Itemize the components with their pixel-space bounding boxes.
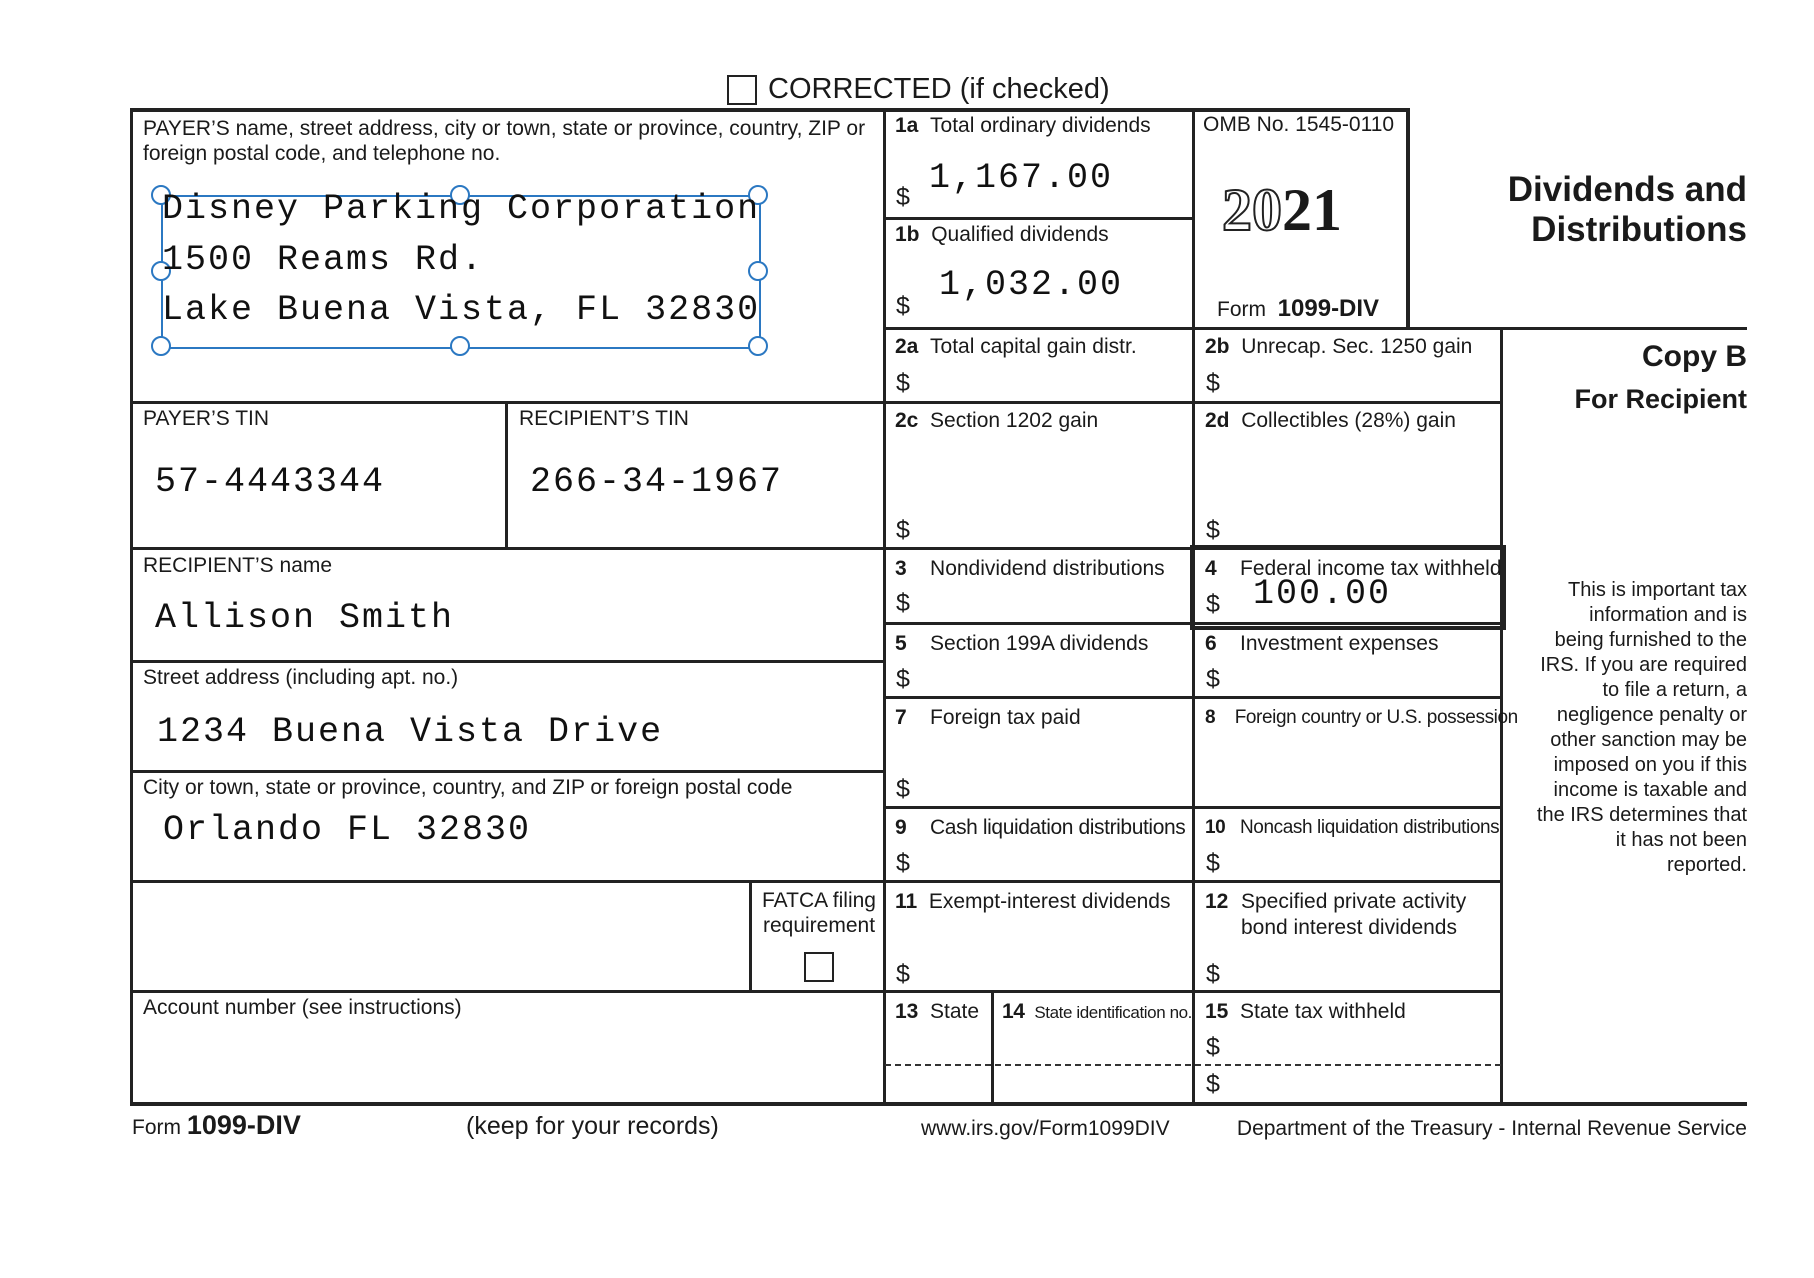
box-3-dollar: $ — [896, 589, 910, 617]
footer-keep: (keep for your records) — [466, 1112, 719, 1140]
footer-dept: Department of the Treasury - Internal Revenue Service — [1236, 1117, 1747, 1140]
payer-street[interactable]: 1500 Reams Rd. — [162, 240, 485, 280]
box-10-dollar: $ — [1206, 849, 1220, 877]
omb-number: OMB No. 1545-0110 — [1203, 113, 1395, 136]
tax-year: 2021 — [1222, 177, 1342, 243]
box-1a-value[interactable]: 1,167.00 — [929, 158, 1114, 198]
form-title: Dividends and Distributions — [1507, 170, 1747, 249]
box-6-label: 6 Investment expenses — [1205, 632, 1439, 655]
box-11-label: 11 Exempt-interest dividends — [895, 890, 1171, 913]
box-2d-label: 2d Collectibles (28%) gain — [1205, 409, 1456, 432]
resize-handle[interactable] — [450, 336, 470, 356]
box-12-label: Specified private activity bond interest dividends — [1241, 890, 1467, 939]
city-label: City or town, state or province, country, and ZIP or foreign postal code — [143, 776, 793, 799]
street-label: Street address (including apt. no.) — [143, 666, 459, 689]
footer-form-name: Form 1099-DIV — [132, 1110, 301, 1140]
payer-name[interactable]: Disney Parking Corporation — [162, 189, 761, 229]
recipient-name-label: RECIPIENT’S name — [143, 554, 333, 577]
resize-handle[interactable] — [748, 261, 768, 281]
box-2c-dollar: $ — [896, 516, 910, 544]
box-9-dollar: $ — [896, 849, 910, 877]
box-11-dollar: $ — [896, 960, 910, 988]
box-15-dollar: $ — [1206, 1033, 1220, 1061]
box-2b-dollar: $ — [1206, 369, 1220, 397]
recipient-city[interactable]: Orlando FL 32830 — [163, 810, 532, 850]
box-7-dollar: $ — [896, 775, 910, 803]
box-4-dollar: $ — [1206, 590, 1220, 618]
corrected-checkbox[interactable] — [727, 75, 757, 105]
box-2b-label: 2b Unrecap. Sec. 1250 gain — [1205, 335, 1473, 358]
box-15-label: 15 State tax withheld — [1205, 1000, 1406, 1023]
recipient-tin[interactable]: 266-34-1967 — [530, 462, 784, 502]
payer-city[interactable]: Lake Buena Vista, FL 32830 — [162, 290, 761, 330]
payer-label: PAYER’S name, street address, city or town, state or province, country, ZIP or foreign postal code, and telephone no. — [143, 117, 866, 165]
box-12-num: 12 — [1205, 890, 1229, 913]
corrected-label: CORRECTED (if checked) — [768, 73, 1110, 105]
box-13-label: 13 State — [895, 1000, 980, 1023]
box-7-label: 7 Foreign tax paid — [895, 706, 1081, 729]
omb-form-name: Form 1099-DIV — [1217, 295, 1380, 322]
recipient-tin-label: RECIPIENT’S TIN — [519, 407, 689, 430]
box-4-label: 4 Federal income tax withheld — [1205, 557, 1502, 580]
box-2a-dollar: $ — [896, 369, 910, 397]
box-2a-label: 2a Total capital gain distr. — [895, 335, 1137, 358]
box-5-dollar: $ — [896, 665, 910, 693]
box-2c-label: 2c Section 1202 gain — [895, 409, 1099, 432]
box-14-label: 14 State identification no. — [1002, 1000, 1193, 1023]
box-5-label: 5 Section 199A dividends — [895, 632, 1149, 655]
box-4-value[interactable]: 100.00 — [1253, 574, 1392, 614]
box-1b-value[interactable]: 1,032.00 — [939, 265, 1124, 305]
copy-title: Copy B — [1642, 340, 1747, 373]
box-6-dollar: $ — [1206, 665, 1220, 693]
box-8-label: 8 Foreign country or U.S. possession — [1205, 707, 1518, 728]
box-12-dollar: $ — [1206, 960, 1220, 988]
box-15-dollar: $ — [1206, 1070, 1220, 1098]
copy-notice: This is important tax information and is being furnished to the IRS. If you are required to file a return, a negligence penalty or other sanction may be imposed on you if this income is taxable and the IRS determines that it has not been reported. — [1536, 579, 1747, 876]
resize-handle[interactable] — [748, 336, 768, 356]
box-9-label: 9 Cash liquidation distributions — [895, 816, 1186, 839]
box-10-label: 10 Noncash liquidation distributions — [1205, 817, 1500, 838]
box-3-label: 3 Nondividend distributions — [895, 557, 1165, 580]
fatca-checkbox[interactable] — [804, 952, 834, 982]
box-1a-dollar: $ — [896, 183, 910, 211]
account-label: Account number (see instructions) — [143, 996, 462, 1019]
recipient-name[interactable]: Allison Smith — [155, 598, 455, 638]
box-2d-dollar: $ — [1206, 516, 1220, 544]
box-1b-label: 1b Qualified dividends — [895, 223, 1109, 246]
box-1b-dollar: $ — [896, 292, 910, 320]
footer-url[interactable]: www.irs.gov/Form1099DIV — [921, 1117, 1170, 1140]
payer-tin[interactable]: 57-4443344 — [155, 462, 386, 502]
payer-tin-label: PAYER’S TIN — [143, 407, 270, 430]
recipient-street[interactable]: 1234 Buena Vista Drive — [157, 712, 664, 752]
box-1a-label: 1a Total ordinary dividends — [895, 114, 1151, 137]
copy-subtitle: For Recipient — [1574, 384, 1747, 414]
resize-handle[interactable] — [151, 336, 171, 356]
fatca-label: FATCA filing requirement — [762, 889, 876, 937]
